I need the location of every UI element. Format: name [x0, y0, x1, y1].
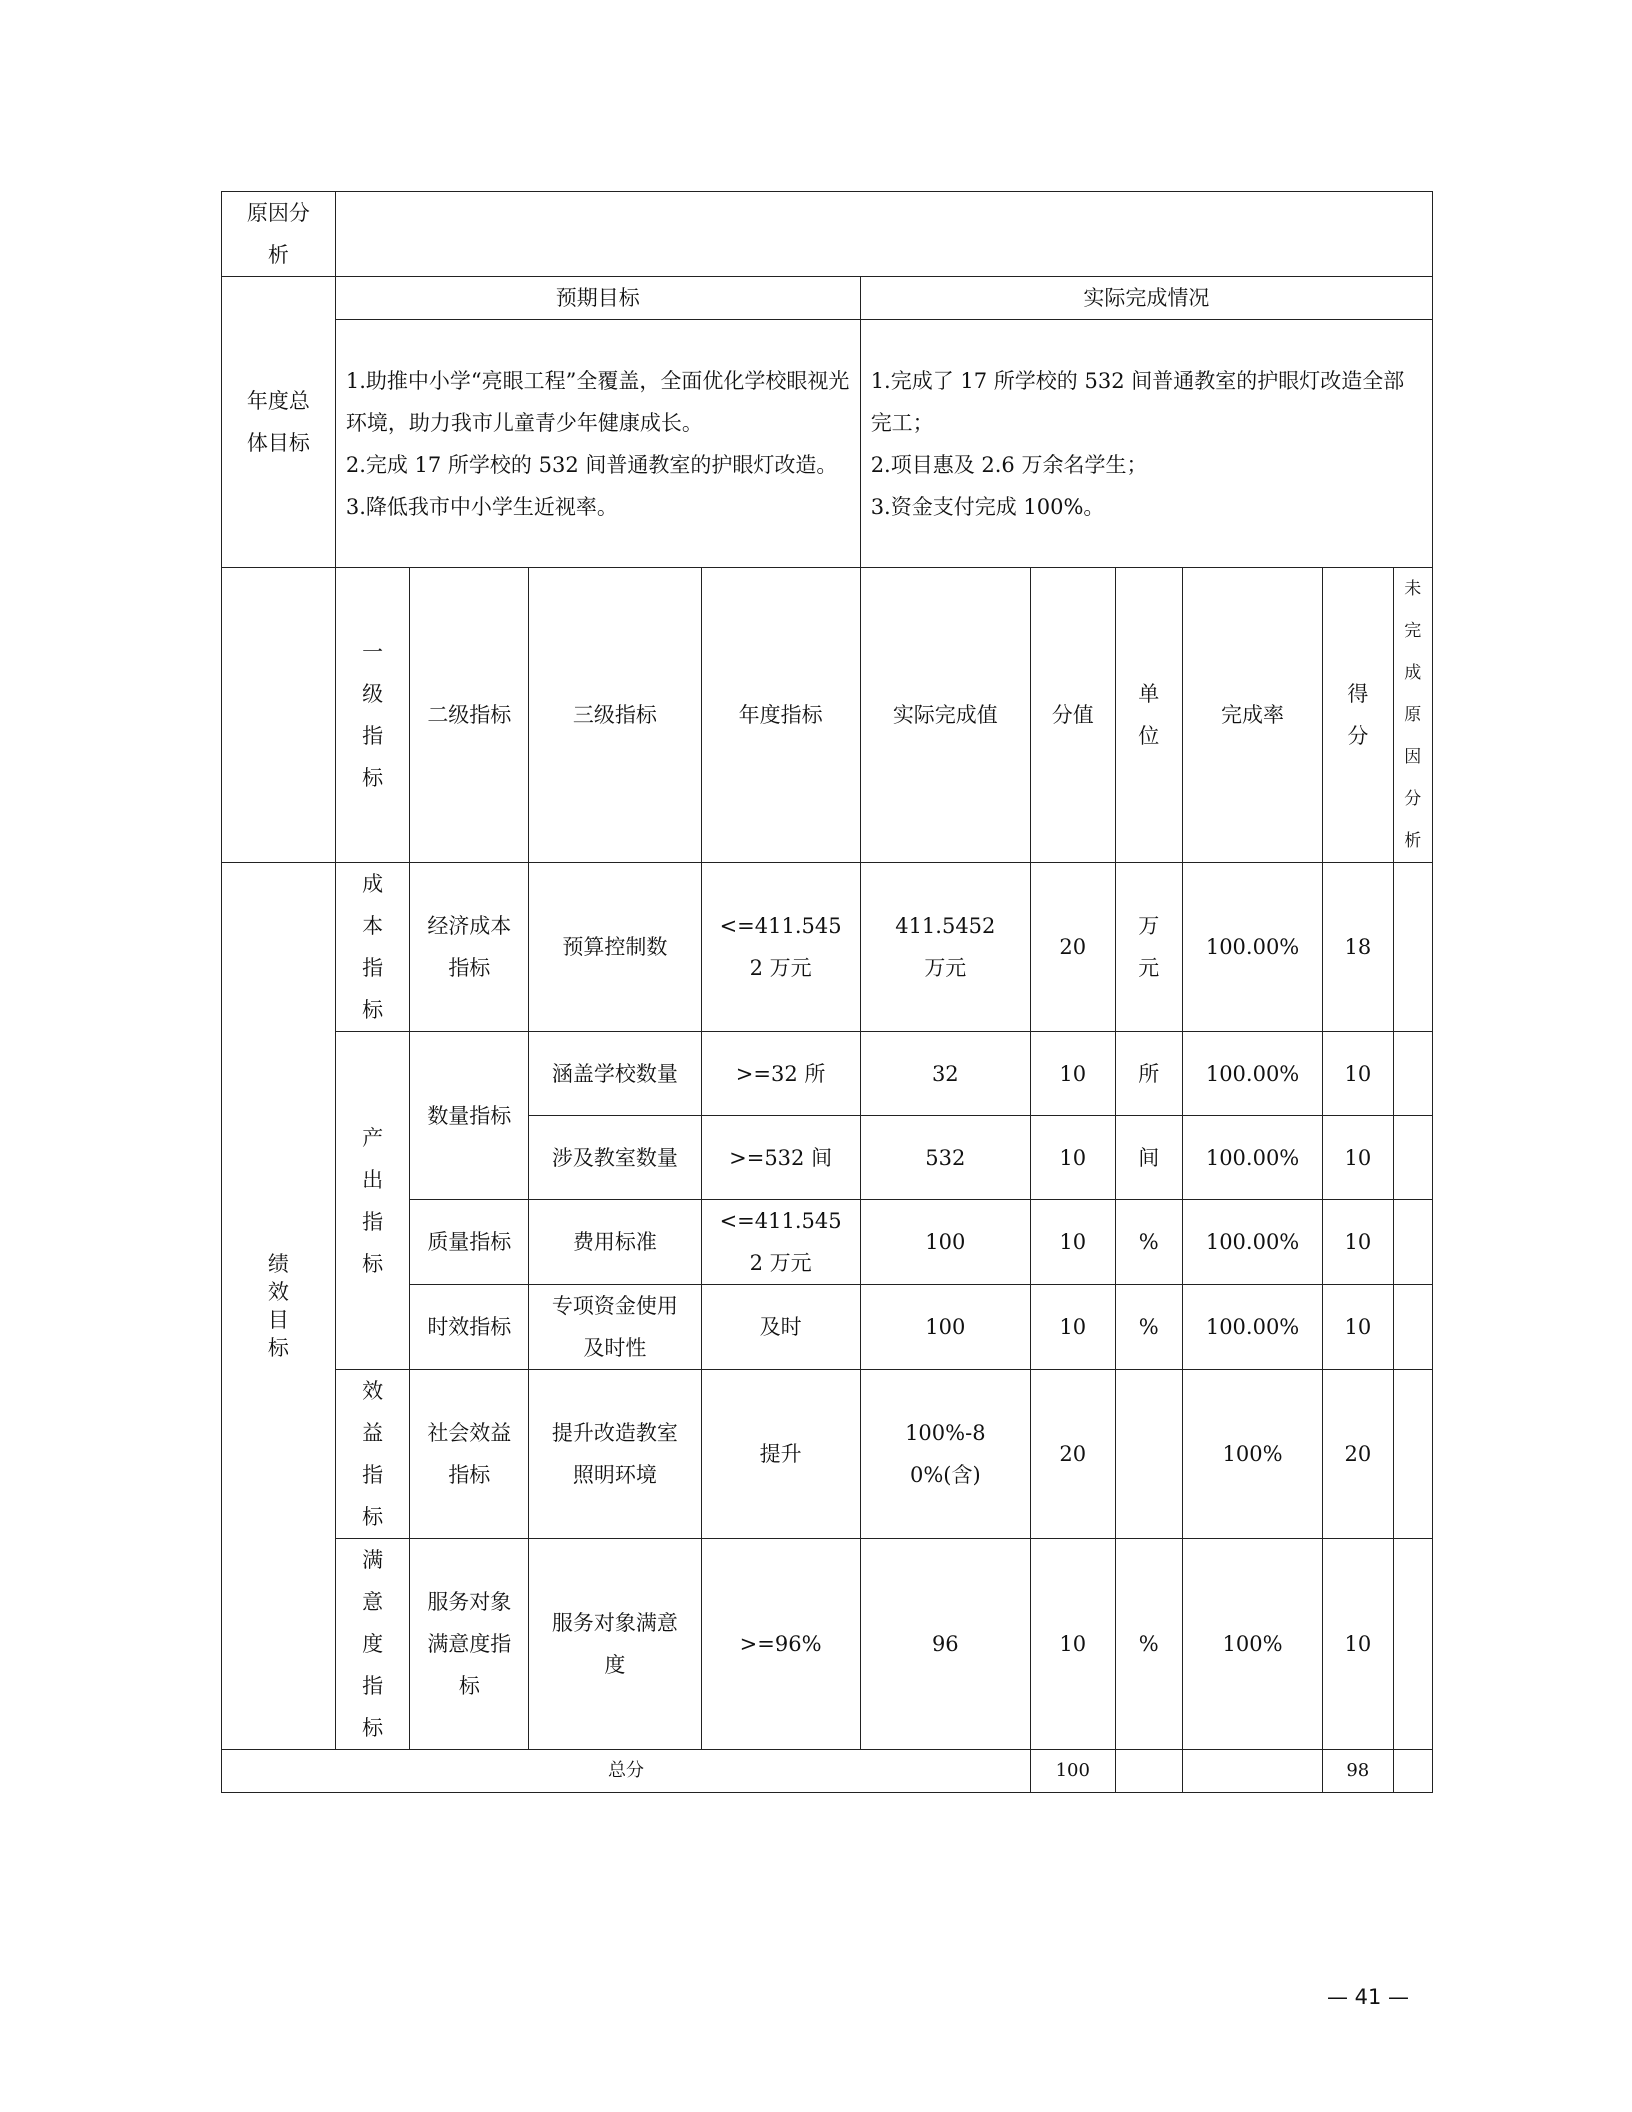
row6-level1 [335, 1370, 410, 1539]
row1-reason [1393, 863, 1432, 1032]
row2-rate: 100.00% [1183, 1032, 1323, 1116]
row4-annual: <=411.5452 万元 [701, 1200, 860, 1285]
row7-actual: 96 [860, 1539, 1030, 1750]
row4-rate: 100.00% [1183, 1200, 1323, 1285]
total-score: 98 [1323, 1750, 1394, 1793]
row7-level3: 服务对象满意度 [529, 1539, 701, 1750]
row5-score: 10 [1323, 1285, 1394, 1370]
row4-actual: 100 [860, 1200, 1030, 1285]
row6-level2: 社会效益指标 [410, 1370, 529, 1539]
row1-annual: <=411.5452 万元 [701, 863, 860, 1032]
page-number: — 41 — [1326, 1985, 1410, 2009]
row3-rate: 100.00% [1183, 1116, 1323, 1200]
actual-status-line: 3.资金支付完成 100%。 [870, 494, 1105, 519]
actual-status-content [860, 320, 1432, 568]
reason-content [335, 192, 1432, 277]
row3-unit: 间 [1115, 1116, 1182, 1200]
total-value: 100 [1030, 1750, 1115, 1793]
expected-goal-line: 1.助推中小学“亮眼工程”全覆盖，全面优化学校眼视光环境，助力我市儿童青少年健康成长。 [345, 368, 850, 435]
header-unit [1115, 568, 1182, 863]
row2-level1 [335, 1032, 410, 1370]
total-unit [1115, 1750, 1182, 1793]
header-score [1323, 568, 1394, 863]
row3-level3: 涉及教室数量 [529, 1116, 701, 1200]
row2-unit: 所 [1115, 1032, 1182, 1116]
row1-score: 18 [1323, 863, 1394, 1032]
reason-label: 原因分析 [222, 192, 336, 277]
total-label: 总分 [222, 1750, 1031, 1793]
row7-value: 10 [1030, 1539, 1115, 1750]
row1-level1 [335, 863, 410, 1032]
header-reason-text: 未完成原因分析 [1404, 579, 1422, 851]
row7-level1-text: 满意度指标 [362, 1548, 384, 1740]
row1-unit-text: 万元 [1138, 914, 1160, 980]
row4-reason [1393, 1200, 1432, 1285]
row7-level1 [335, 1539, 410, 1750]
expected-goal-line: 2.完成 17 所学校的 532 间普通教室的护眼灯改造。 [345, 452, 838, 477]
actual-status-line: 2.项目惠及 2.6 万余名学生； [870, 452, 1148, 477]
header-level1-text: 一级指标 [362, 640, 384, 790]
header-reason [1393, 568, 1432, 863]
row6-level1-text: 效益指标 [362, 1379, 384, 1529]
row2-value: 10 [1030, 1032, 1115, 1116]
row5-unit: % [1115, 1285, 1182, 1370]
header-rate: 完成率 [1183, 568, 1323, 863]
row1-value: 20 [1030, 863, 1115, 1032]
row3-actual: 532 [860, 1116, 1030, 1200]
header-blank [222, 568, 336, 863]
row5-actual: 100 [860, 1285, 1030, 1370]
row6-unit [1115, 1370, 1182, 1539]
row4-unit: % [1115, 1200, 1182, 1285]
row5-rate: 100.00% [1183, 1285, 1323, 1370]
actual-status-header: 实际完成情况 [860, 277, 1432, 320]
row7-unit: % [1115, 1539, 1182, 1750]
row3-value: 10 [1030, 1116, 1115, 1200]
row7-annual: >=96% [701, 1539, 860, 1750]
row6-actual: 100%-80%(含) [860, 1370, 1030, 1539]
row2-reason [1393, 1032, 1432, 1116]
row3-reason [1393, 1116, 1432, 1200]
header-annual: 年度指标 [701, 568, 860, 863]
row2-level3: 涵盖学校数量 [529, 1032, 701, 1116]
row2-actual: 32 [860, 1032, 1030, 1116]
row4-value: 10 [1030, 1200, 1115, 1285]
row4-level3: 费用标准 [529, 1200, 701, 1285]
row4-score: 10 [1323, 1200, 1394, 1285]
row3-annual: >=532 间 [701, 1116, 860, 1200]
row7-level2: 服务对象满意度指标 [410, 1539, 529, 1750]
row6-score: 20 [1323, 1370, 1394, 1539]
header-level2: 二级指标 [410, 568, 529, 863]
header-level1 [335, 568, 410, 863]
row4-level2: 质量指标 [410, 1200, 529, 1285]
header-level3: 三级指标 [529, 568, 701, 863]
actual-status-line: 1.完成了 17 所学校的 532 间普通教室的护眼灯改造全部完工； [870, 368, 1405, 435]
row7-rate: 100% [1183, 1539, 1323, 1750]
row6-value: 20 [1030, 1370, 1115, 1539]
row6-rate: 100% [1183, 1370, 1323, 1539]
header-score-text: 得分 [1347, 682, 1369, 748]
expected-goal-content [335, 320, 860, 568]
header-score-value: 分值 [1030, 568, 1115, 863]
row1-unit [1115, 863, 1182, 1032]
header-unit-text: 单位 [1138, 682, 1160, 748]
row2-level2: 数量指标 [410, 1032, 529, 1200]
row5-level2: 时效指标 [410, 1285, 529, 1370]
row1-actual: 411.5452 万元 [860, 863, 1030, 1032]
row1-level3: 预算控制数 [529, 863, 701, 1032]
row1-level1-text: 成本指标 [362, 872, 384, 1022]
annual-goal-label: 年度总体目标 [222, 277, 336, 568]
row2-annual: >=32 所 [701, 1032, 860, 1116]
row5-reason [1393, 1285, 1432, 1370]
row5-level3: 专项资金使用及时性 [529, 1285, 701, 1370]
perf-label [222, 863, 336, 1750]
row6-level3: 提升改造教室照明环境 [529, 1370, 701, 1539]
row5-value: 10 [1030, 1285, 1115, 1370]
header-actual: 实际完成值 [860, 568, 1030, 863]
row7-reason [1393, 1539, 1432, 1750]
perf-label-text: 绩效目标 [267, 1252, 289, 1360]
row7-score: 10 [1323, 1539, 1394, 1750]
row6-annual: 提升 [701, 1370, 860, 1539]
row3-score: 10 [1323, 1116, 1394, 1200]
total-reason [1393, 1750, 1432, 1793]
expected-goal-header: 预期目标 [335, 277, 860, 320]
row1-level2: 经济成本指标 [410, 863, 529, 1032]
row1-rate: 100.00% [1183, 863, 1323, 1032]
expected-goal-line: 3.降低我市中小学生近视率。 [345, 494, 618, 519]
row6-reason [1393, 1370, 1432, 1539]
row5-annual: 及时 [701, 1285, 860, 1370]
row2-level1-text: 产出指标 [362, 1125, 384, 1276]
row2-score: 10 [1323, 1032, 1394, 1116]
performance-evaluation-table [221, 191, 1433, 1793]
total-rate [1183, 1750, 1323, 1793]
